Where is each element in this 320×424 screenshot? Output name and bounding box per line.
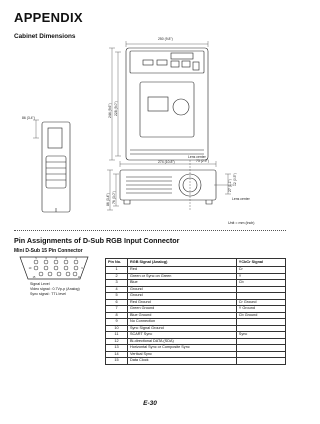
section-divider [14, 230, 286, 231]
rgb-signal-cell: Green Ground [128, 306, 237, 313]
rgb-signal-cell: Ground [128, 286, 237, 293]
rgb-signal-cell: Horizontal Sync or Composite Sync [128, 345, 237, 352]
rgb-signal-cell: Red Ground [128, 299, 237, 306]
ycbcr-signal-cell: Y Ground [236, 306, 285, 313]
section-heading: Cabinet Dimensions [14, 33, 76, 40]
lens-center-side-label: Lens center [232, 197, 250, 201]
rgb-signal-cell: Data Clock [128, 358, 237, 365]
ycbcr-signal-cell: Cr Ground [236, 299, 285, 306]
pin-label: 11 [77, 276, 81, 279]
page-number: E-30 [143, 400, 157, 407]
ycbcr-signal-cell: Y [236, 273, 285, 280]
sync-signal-spec: Sync signal : TTL level [30, 292, 66, 296]
pin-label: 10 [28, 267, 32, 270]
dim-front-width: 274 (10.8") [158, 160, 175, 164]
video-signal-spec: Video signal : 0.7Vp-p (Analog) [30, 287, 80, 291]
pin-label: 15 [32, 276, 36, 279]
col-ycbcr-signal: YCbCr Signal [236, 259, 285, 267]
pin-number-cell: 8 [106, 312, 128, 319]
pin-number-cell: 9 [106, 319, 128, 326]
pin-label: 4 [45, 257, 47, 261]
col-pin-no: Pin No. [106, 259, 128, 267]
rgb-signal-cell: Vertical Sync [128, 351, 237, 358]
pin-number-cell: 2 [106, 273, 128, 280]
pin-label: 5 [35, 257, 37, 261]
dim-lens-offset: 73 (2.9") [196, 159, 209, 163]
rgb-signal-cell: Green or Sync on Green [128, 273, 237, 280]
pin-number-cell: 14 [106, 351, 128, 358]
ycbcr-signal-cell: Sync [236, 332, 285, 339]
ycbcr-signal-cell: Cb [236, 280, 285, 287]
rgb-signal-cell: Blue Ground [128, 312, 237, 319]
rgb-signal-cell: Ground [128, 293, 237, 300]
rgb-signal-cell: Red [128, 267, 237, 274]
table-header-row [106, 259, 286, 267]
unit-note: Unit = mm (inch) [228, 221, 255, 225]
dim-depth-inner: 228 (9.0") [114, 101, 118, 116]
pin-number-cell: 5 [106, 293, 128, 300]
pin-number-cell: 10 [106, 325, 128, 332]
rgb-signal-cell: Blue [128, 280, 237, 287]
dim-front-height-outer: 86 (3.4") [106, 193, 110, 206]
dim-lens-height-b: 12 (0.5") [233, 173, 237, 186]
dim-side-height: 86 (3.4") [22, 116, 35, 120]
dim-top-width: 250 (9.8") [158, 37, 173, 41]
ycbcr-signal-cell [236, 358, 285, 365]
pin-label: 3 [55, 257, 57, 261]
pin-number-cell: 1 [106, 267, 128, 274]
dim-front-height-inner: 76 (3.0") [112, 191, 116, 204]
pin-label: 6 [81, 267, 83, 270]
connector-subheading: Mini D-Sub 15 Pin Connector [14, 248, 83, 254]
ycbcr-signal-cell: Cr [236, 267, 285, 274]
pin-label: 2 [65, 257, 67, 261]
rgb-signal-cell: SCART Sync [128, 332, 237, 339]
pin-number-cell: 3 [106, 280, 128, 287]
pin-assignments-heading: Pin Assignments of D-Sub RGB Input Connector [14, 236, 180, 245]
dsub-connector [18, 254, 90, 282]
lens-center-top-label: Lens center [188, 155, 206, 159]
pin-number-cell: 11 [106, 332, 128, 339]
dim-lens-height-a: 27 (1.1") [228, 179, 232, 192]
pin-number-cell: 15 [106, 358, 128, 365]
pin-number-cell: 4 [106, 286, 128, 293]
rgb-signal-cell: No Connection [128, 319, 237, 326]
pin-number-cell: 6 [106, 299, 128, 306]
pin-label: 1 [75, 257, 77, 261]
ycbcr-signal-cell: Cb Ground [236, 312, 285, 319]
dim-depth-outer: 244 (9.6") [108, 103, 112, 118]
pin-number-cell: 12 [106, 338, 128, 345]
pin-number-cell: 13 [106, 345, 128, 352]
col-rgb-signal: RGB Signal (Analog) [128, 259, 237, 267]
pin-table [105, 258, 286, 365]
pin-number-cell: 7 [106, 306, 128, 313]
signal-level-label: Signal Level [30, 282, 50, 286]
rgb-signal-cell: Sync Signal Ground [128, 325, 237, 332]
rgb-signal-cell: Bi-directional DATA (SDA) [128, 338, 237, 345]
page-title: APPENDIX [14, 10, 83, 25]
table-row [106, 358, 286, 365]
